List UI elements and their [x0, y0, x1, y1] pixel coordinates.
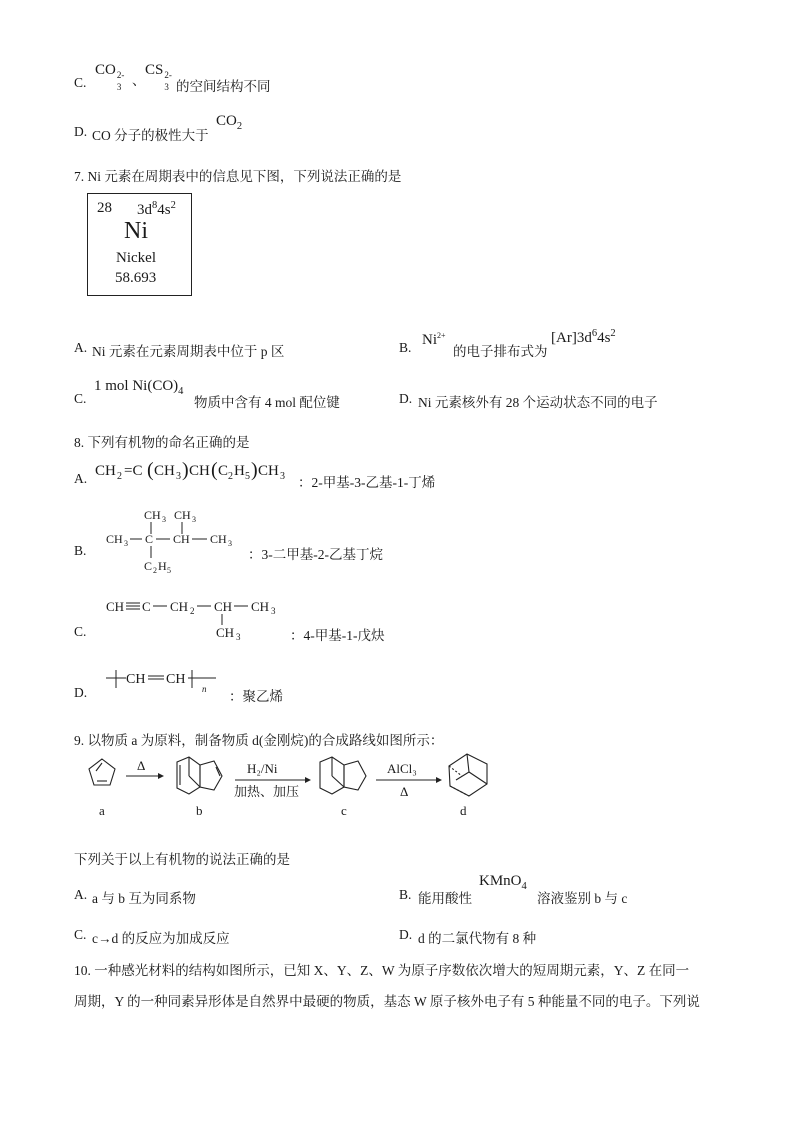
svg-text:H: H — [158, 559, 167, 573]
svg-text:CH: CH — [126, 672, 146, 687]
svg-text:C: C — [142, 599, 151, 614]
q6-optC-text: 的空间结构不同 — [176, 79, 271, 94]
q7-optA-letter: A. — [74, 340, 88, 355]
compound-c-structure — [320, 757, 366, 794]
q6-optD-formula: $CO_2$ — [216, 113, 243, 132]
q8-optA-letter: A. — [74, 471, 88, 486]
q6-optD-letter: D. — [74, 124, 88, 139]
svg-text:C: C — [145, 532, 154, 546]
svg-text:CH: CH — [214, 599, 233, 614]
q7-stem: 7. Ni 元素在周期表中的信息见下图，下列说法正确的是 — [74, 169, 402, 184]
q8-optD-structure — [104, 664, 224, 698]
svg-text:CH: CH — [210, 532, 227, 546]
svg-text:3: 3 — [176, 471, 181, 482]
q9-optD-letter: D. — [399, 927, 413, 942]
svg-text:C: C — [218, 463, 229, 479]
q8-stem: 8. 下列有机物的命名正确的是 — [74, 435, 250, 450]
svg-text:3: 3 — [124, 539, 128, 548]
q6-optC-formula1: CO 2- 3 — [95, 62, 125, 92]
q9-substem: 下列关于以上有机物的说法正确的是 — [74, 852, 290, 867]
q9-optA-text: a 与 b 互为同系物 — [92, 891, 196, 906]
svg-text:2: 2 — [117, 471, 122, 482]
svg-text:CH: CH — [173, 532, 190, 546]
svg-text:5: 5 — [245, 471, 250, 482]
svg-text:n: n — [202, 684, 207, 694]
q9-stem: 9. 以物质 a 为原料，制备物质 d(金刚烷)的合成路线如图所示： — [74, 733, 444, 748]
q10-line1: 10. 一种感光材料的结构如图所示，已知 X、Y、Z、W 为原子序数依次增大的短周期元素，Y、Z 在同一 — [74, 963, 690, 978]
element-card — [87, 193, 192, 296]
svg-text:=C: =C — [124, 463, 143, 479]
q7-optA-text: Ni 元素在元素周期表中位于 p 区 — [92, 344, 285, 359]
atomic-mass: 58.693 — [115, 270, 157, 286]
label-c: c — [341, 803, 347, 818]
q8-optB-letter: B. — [74, 543, 87, 558]
q8-optC-text: ：4-甲基-1-戊炔 — [290, 628, 385, 643]
q6-optC-letter: C. — [74, 75, 87, 90]
svg-text:): ) — [251, 459, 258, 481]
q7-optC-text: 物质中含有 4 mol 配位键 — [194, 395, 340, 410]
q8-optA-text: ：2-甲基-3-乙基-1-丁烯 — [298, 475, 436, 490]
svg-text:3: 3 — [162, 515, 166, 524]
q7-optB-letter: B. — [399, 340, 412, 355]
q10-line2: 周期，Y 的一种同素异形体是自然界中最硬的物质，基态 W 原子核外电子有 5 种能量不同的电子。下列说 — [74, 994, 700, 1009]
svg-text:2: 2 — [153, 566, 157, 575]
arrow3-top: AlCl₃ — [387, 761, 417, 776]
q9-synthesis-route — [74, 748, 514, 820]
q6-optC-separator: 、 — [132, 73, 146, 88]
arrow1-label: Δ — [137, 758, 146, 773]
q8-optC-structure — [104, 595, 284, 645]
arrow3-bottom: Δ — [400, 784, 409, 799]
svg-text:CH: CH — [258, 463, 279, 479]
q7-optB-text: 的电子排布式为 — [453, 344, 548, 359]
q7-optC-formula: 1 mol $Ni(CO)_4$ — [94, 378, 184, 397]
svg-text:CH: CH — [170, 599, 189, 614]
label-b: b — [196, 803, 203, 818]
svg-text:CH: CH — [106, 532, 123, 546]
q8-optB-text: ：3-二甲基-2-乙基丁烷 — [248, 547, 383, 562]
q8-optD-text: ：聚乙烯 — [229, 689, 283, 704]
svg-text:CH: CH — [166, 672, 186, 687]
svg-text:3: 3 — [280, 471, 285, 482]
q6-optC-formula2: CS 2- 3 — [145, 62, 172, 92]
compound-a-structure — [89, 759, 115, 785]
q8-optB-structure — [104, 503, 244, 575]
svg-text:3: 3 — [192, 515, 196, 524]
q9-optB-formula: KMnO$_4$ — [479, 873, 527, 892]
q7-optD-letter: D. — [399, 391, 413, 406]
svg-text:H: H — [234, 463, 245, 479]
svg-text:2: 2 — [228, 471, 233, 482]
svg-text:3: 3 — [236, 632, 241, 642]
label-d: d — [460, 803, 467, 818]
svg-text:CH: CH — [144, 508, 161, 522]
label-a: a — [99, 803, 105, 818]
q8-optD-letter: D. — [74, 685, 88, 700]
compound-d-structure — [449, 754, 487, 796]
q9-optA-letter: A. — [74, 887, 88, 902]
q9-optC-text: c→d 的反应为加成反应 — [92, 931, 230, 946]
svg-text:CH: CH — [216, 625, 235, 640]
q9-optB-text2: 溶液鉴别 b 与 c — [537, 891, 628, 906]
element-symbol: Ni — [124, 218, 148, 244]
svg-text:CH: CH — [251, 599, 270, 614]
electron-config: $3d^84s^2$ — [137, 200, 176, 218]
q7-optB-formula: $Ni^{2+}$ — [422, 331, 446, 348]
arrow2-bottom: 加热、加压 — [234, 784, 300, 799]
svg-text:CH: CH — [106, 599, 125, 614]
q9-optB-text1: 能用酸性 — [418, 891, 472, 906]
arrow2-top: H₂/Ni — [247, 761, 278, 776]
q9-optD-text: d 的二氯代物有 8 种 — [418, 931, 537, 946]
element-name: Nickel — [116, 250, 156, 266]
q8-optC-letter: C. — [74, 624, 87, 639]
q9-optB-letter: B. — [399, 887, 412, 902]
svg-text:5: 5 — [167, 566, 171, 575]
svg-text:): ) — [182, 459, 189, 481]
svg-text:3: 3 — [271, 606, 276, 616]
svg-text:C: C — [144, 559, 153, 573]
svg-text:CH: CH — [95, 463, 116, 479]
q6-optD-text: CO 分子的极性大于 — [92, 128, 209, 143]
compound-b-structure — [177, 757, 222, 794]
q8-optA-structure — [93, 455, 298, 485]
q7-optB-config: $[Ar]3d^64s^2$ — [551, 328, 616, 346]
atomic-number: 28 — [97, 200, 112, 216]
q7-optD-text: Ni 元素核外有 28 个运动状态不同的电子 — [418, 395, 658, 410]
svg-text:2: 2 — [190, 606, 195, 616]
svg-text:CH: CH — [154, 463, 175, 479]
q9-optC-letter: C. — [74, 927, 87, 942]
svg-text:(: ( — [211, 459, 218, 481]
svg-text:CH: CH — [174, 508, 191, 522]
svg-text:3: 3 — [228, 539, 232, 548]
q7-optC-letter: C. — [74, 391, 87, 406]
svg-text:CH: CH — [189, 463, 210, 479]
svg-text:(: ( — [147, 459, 154, 481]
